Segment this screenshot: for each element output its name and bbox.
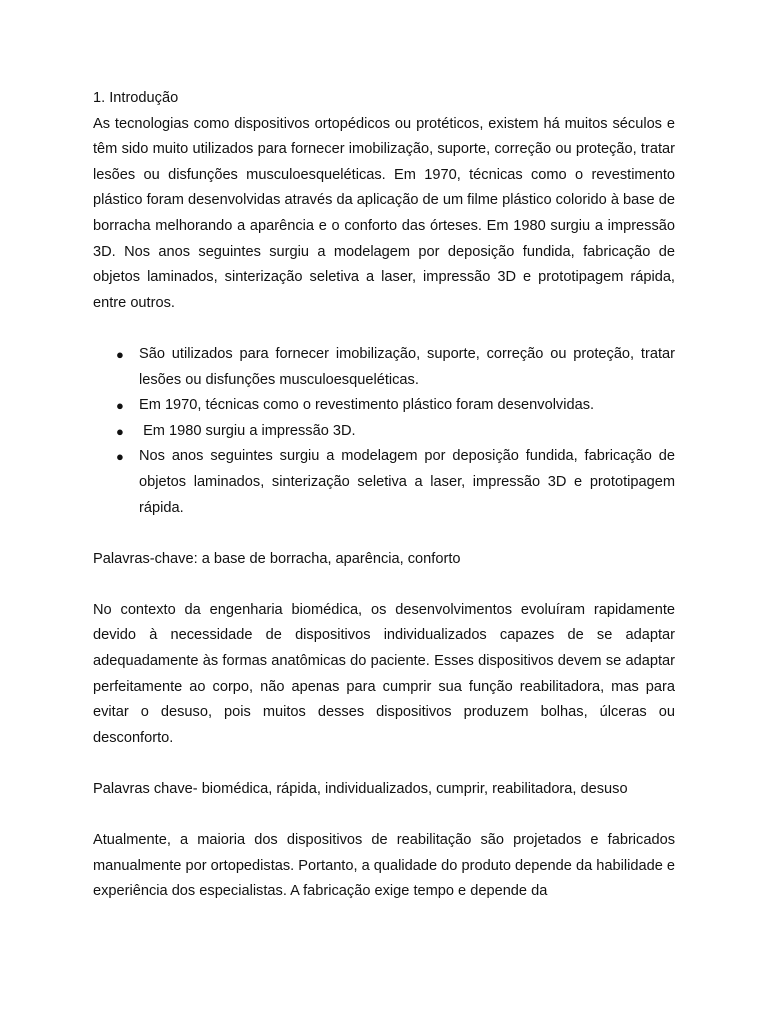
- bullet-list: [93, 342, 675, 521]
- keywords-line-2: Palavras chave- biomédica, rápida, individualizados, cumprir, reabilitadora, desuso: [93, 781, 628, 798]
- list-item-text: Em 1980 surgiu a impressão 3D.: [139, 422, 356, 439]
- list-item: [93, 444, 675, 521]
- bullet-icon: ●: [116, 346, 124, 362]
- document-page: [93, 86, 675, 905]
- bullet-icon: ●: [116, 398, 124, 414]
- keywords-line-1: Palavras-chave: a base de borracha, aparência, conforto: [93, 550, 461, 567]
- list-item: [93, 419, 675, 445]
- list-item-text: Nos anos seguintes surgiu a modelagem por deposição fundida, fabricação de objetos laminados, sinterização seletiva a laser, impressão 3D e prototipagem rápida.: [139, 448, 675, 516]
- intro-paragraph: As tecnologias como dispositivos ortopédicos ou protéticos, existem há muitos séculos e têm sido muito utilizados para fornecer imobilização, suporte, correção ou proteção, tratar lesões ou disfunções musculoesqueléticas. Em 1970, técnicas como o revestimento plástico foram desenvolvidas através da aplicação de um filme plástico colorido à base de borracha melhorando a aparência e o conforto das órteses. Em 1980 surgiu a impressão 3D. Nos anos seguintes surgiu a modelagem por deposição fundida, fabricação de objetos laminados, sinterização seletiva a laser, impressão 3D e prototipagem rápida, entre outros.: [93, 115, 675, 311]
- bullet-icon: ●: [116, 449, 124, 465]
- list-item: [93, 342, 675, 393]
- list-item-text: São utilizados para fornecer imobilização, suporte, correção ou proteção, tratar lesões ou disfunções musculoesqueléticas.: [139, 345, 675, 388]
- bullet-icon: ●: [116, 423, 124, 439]
- context-paragraph: No contexto da engenharia biomédica, os desenvolvimentos evoluíram rapidamente devido à necessidade de dispositivos individualizados capazes de se adaptar adequadamente às formas anatômicas do paciente. Esses dispositivos devem se adaptar perfeitamente ao corpo, não apenas para cumprir sua função reabilitadora, mas para evitar o desuso, pois muitos desses dispositivos produzem bolhas, úlceras ou desconforto.: [93, 601, 675, 746]
- current-state-paragraph: Atualmente, a maioria dos dispositivos de reabilitação são projetados e fabricados manualmente por ortopedistas. Portanto, a qualidade do produto depende da habilidade e experiência dos especialistas. A fabricação exige tempo e depende da: [93, 832, 675, 900]
- list-item: [93, 393, 675, 419]
- list-item-text: Em 1970, técnicas como o revestimento plástico foram desenvolvidas.: [139, 397, 595, 414]
- section-heading: 1. Introdução: [93, 90, 179, 106]
